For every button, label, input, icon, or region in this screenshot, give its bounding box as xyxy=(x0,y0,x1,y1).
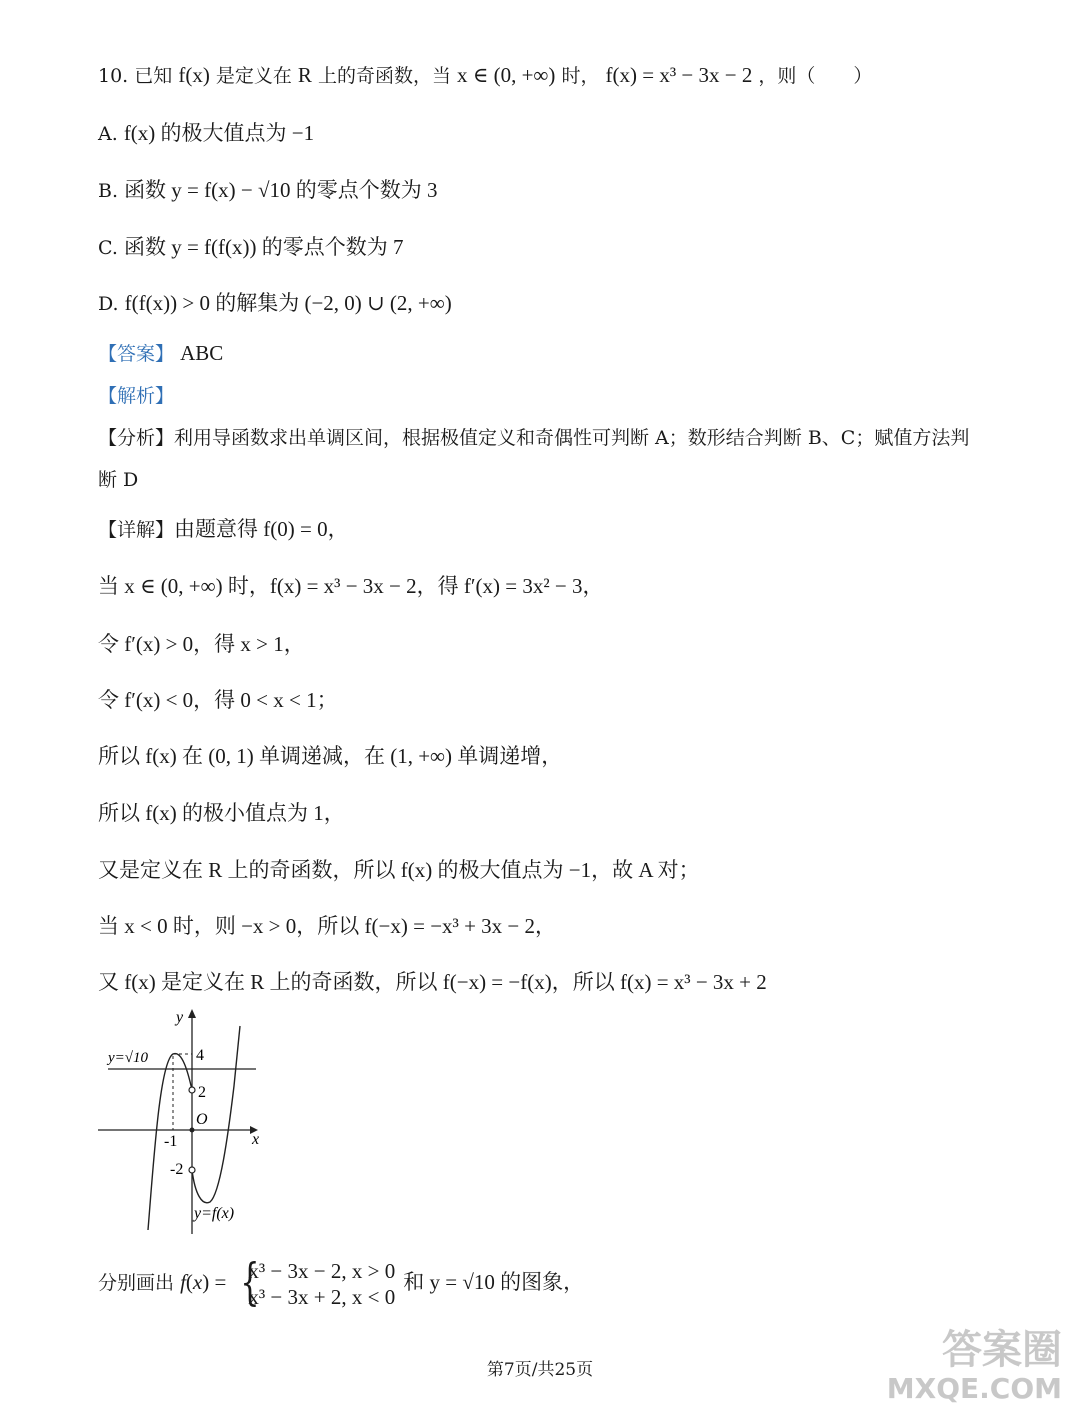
watermark-top: 答案圈 xyxy=(942,1327,1062,1373)
option-c: C. 函数 y = f(f(x)) 的零点个数为 7 xyxy=(98,235,404,259)
fenxi: 【分析】利用导函数求出单调区间，根据极值定义和奇偶性可判断 A；数形结合判断 B、C；赋值方法判断 D xyxy=(98,427,970,491)
detail-line-7: 又是定义在 R 上的奇函数，所以 f(x) 的极大值点为 −1，故 A 对； xyxy=(98,858,700,882)
final-line: 分别画出 f(x) = { x³ − 3x − 2, x > 0 x³ − 3x + 2, x < 0 和 y = √10 的图象， xyxy=(98,1253,585,1311)
option-a: A. f(x) 的极大值点为 −1 xyxy=(98,121,315,145)
tick-2: 2 xyxy=(198,1084,206,1101)
watermark-bottom: MXQE.COM xyxy=(886,1372,1062,1405)
answer-tag: 【答案】 xyxy=(98,343,175,365)
open-point-neg2 xyxy=(189,1167,195,1173)
detail-line-3: 令 f′(x) > 0，得 x > 1， xyxy=(98,632,305,656)
option-d: D. f(f(x)) > 0 的解集为 (−2, 0) ∪ (2, +∞) xyxy=(98,291,452,315)
tick-neg2: -2 xyxy=(170,1161,184,1178)
origin-point xyxy=(190,1128,195,1133)
question-stem: 10. 已知 f(x) 是定义在 R 上的奇函数，当 x ∈ (0, +∞) 时， f(x) = x³ − 3x − 2 ，则（ ） xyxy=(98,63,873,87)
tick-neg1: -1 xyxy=(164,1133,178,1150)
tick-4: 4 xyxy=(196,1047,204,1064)
detail-line-6: 所以 f(x) 的极小值点为 1， xyxy=(98,801,345,825)
y-axis-label: y xyxy=(176,1009,184,1026)
function-graph xyxy=(94,1006,274,1236)
detail-line-9: 又 f(x) 是定义在 R 上的奇函数，所以 f(−x) = −f(x)，所以 f(x) = x³ − 3x + 2 xyxy=(98,970,767,994)
origin-label: O xyxy=(196,1111,208,1128)
option-b: B. 函数 y = f(x) − √10 的零点个数为 3 xyxy=(98,178,438,202)
detail-line-4: 令 f′(x) < 0，得 0 < x < 1； xyxy=(98,688,338,712)
detail-line-2: 当 x ∈ (0, +∞) 时，f(x) = x³ − 3x − 2，得 f′(x) = 3x² − 3， xyxy=(98,574,604,598)
y-axis-arrow xyxy=(188,1009,196,1018)
curve-label: y=f(x) xyxy=(194,1205,235,1222)
question-number: 10. xyxy=(98,65,129,87)
detail-line-5: 所以 f(x) 在 (0, 1) 单调递减，在 (1, +∞) 单调递增， xyxy=(98,744,563,768)
detail-line-8: 当 x < 0 时，则 −x > 0，所以 f(−x) = −x³ + 3x − 2， xyxy=(98,914,557,938)
x-axis-label: x xyxy=(252,1131,260,1148)
detail-line-1: 【详解】由题意得 f(0) = 0， xyxy=(98,517,349,541)
answer-value: ABC xyxy=(180,341,224,365)
analysis-heading: 【解析】 xyxy=(98,385,175,407)
open-point-2 xyxy=(189,1087,195,1093)
page-footer: 第7页/共25页 xyxy=(486,1360,594,1380)
sqrt10-label: y=√10 xyxy=(108,1050,149,1066)
answer xyxy=(98,338,223,369)
piecewise-function: { x³ − 3x − 2, x > 0 x³ − 3x + 2, x < 0 xyxy=(240,1253,396,1311)
